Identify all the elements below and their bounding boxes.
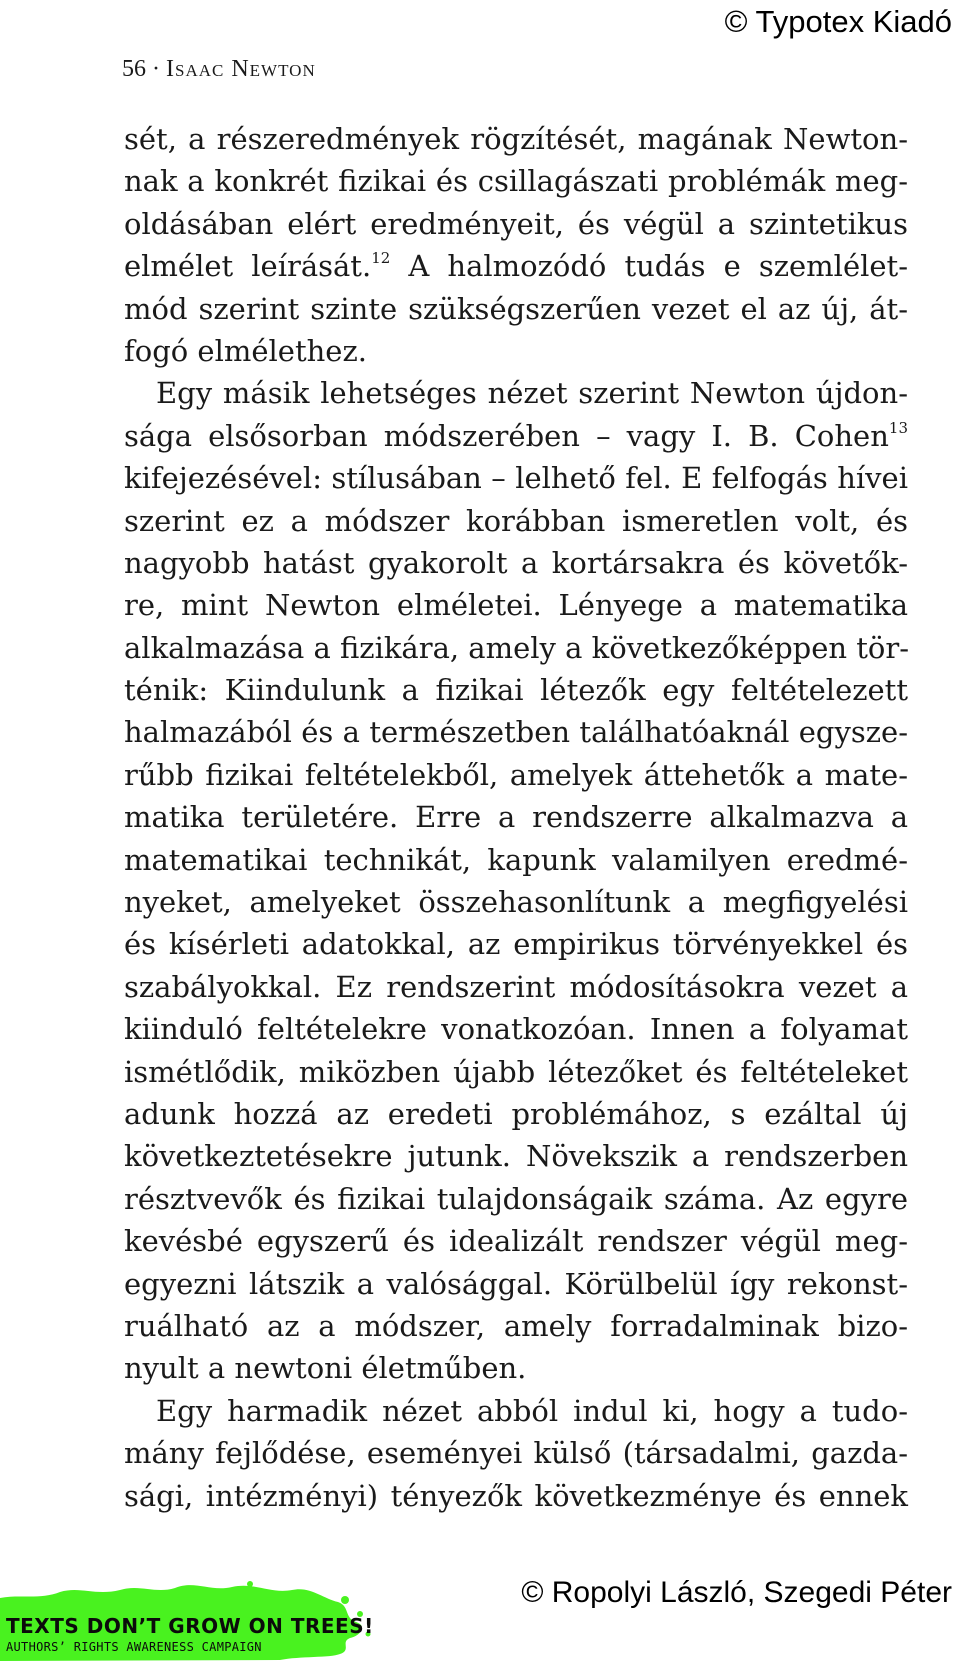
text-line: mány fejlődése, eseményei külső (társadalmi, gazda- (124, 1436, 908, 1471)
text-line: nyeket, amelyeket összehasonlítunk a megfigyelési (124, 885, 908, 920)
paragraph-end-line: nyult a newtoni életműben. (124, 1351, 527, 1386)
text-line: matematikai technikát, kapunk valamilyen eredmé- (124, 842, 908, 877)
copyright-notice-top: © Typotex Kiadó (724, 4, 952, 39)
page-number: 56 (122, 56, 146, 82)
text-line: és kísérleti adatokkal, az empirikus törvényekkel és (124, 927, 908, 962)
text-line: sét, a részeredmények rögzítését, magának Newton- (124, 122, 908, 156)
text-line (124, 415, 908, 457)
text-line (124, 245, 908, 287)
text-fragment: elmélet leírását. (124, 249, 372, 284)
text-line: rűbb fizikai feltételekből, amelyek áttehetők a mate- (124, 757, 908, 792)
text-line: ruálható az a módszer, amely forradalminak bizo- (124, 1308, 908, 1343)
text-line: mód szerint szinte szükségszerűen vezet el az új, át- (124, 291, 908, 326)
text-line: adunk hozzá az eredeti problémához, s ezáltal új (124, 1096, 908, 1131)
text-line: szabályokkal. Ez rendszerint módosításokra vezet a (124, 969, 908, 1004)
text-line: re, mint Newton elméletei. Lényege a matematika (124, 588, 908, 623)
campaign-subtitle: AUTHORS’ RIGHTS AWARENESS CAMPAIGN (6, 1640, 262, 1654)
paragraph-end-line: fogó elmélethez. (124, 333, 367, 368)
text-fragment: A halmozódó tudás e szemlélet- (390, 249, 908, 284)
paragraph-start-line: Egy másik lehetséges nézet szerint Newton újdon- (156, 376, 908, 411)
running-head-author: Isaac Newton (166, 56, 316, 82)
text-line: kiinduló feltételekre vonatkozóan. Innen a folyamat (124, 1012, 908, 1047)
campaign-title: TEXTS DON’T GROW ON TREES! (6, 1614, 374, 1638)
text-line: következtetésekre jutunk. Növekszik a rendszerben (124, 1139, 908, 1174)
text-line: egyezni látszik a valósággal. Körülbelül így rekonst- (124, 1266, 908, 1301)
text-line: ismétlődik, miközben újabb létezőket és feltételeket (124, 1054, 908, 1089)
text-line: oldásában elért eredményeit, és végül a szintetikus (124, 206, 908, 241)
paragraph-start-line: Egy harmadik nézet abból indul ki, hogy a tudo- (156, 1393, 908, 1428)
campaign-badge (0, 1578, 380, 1661)
text-line: halmazából és a természetben találhatóaknál egysze- (124, 715, 908, 750)
footnote-ref-13: 13 (888, 418, 908, 437)
splash-drop (247, 1581, 253, 1587)
text-line: nagyobb hatást gyakorolt a kortársakra és követők- (124, 545, 908, 580)
footnote-ref-12: 12 (371, 249, 391, 268)
running-head-separator: · (152, 56, 160, 82)
text-line: kevésbé egyszerű és idealizált rendszer végül meg- (124, 1224, 908, 1259)
text-fragment: sága elsősorban módszerében – vagy I. B. Cohen (124, 418, 889, 453)
splash-drop (341, 1596, 349, 1604)
text-line: matika területére. Erre a rendszerre alkalmazva a (124, 800, 908, 835)
text-line: sági, intézményi) tényezők következménye és ennek (124, 1478, 908, 1513)
text-line: kifejezésével: stílusában – lelhető fel. E felfogás hívei (124, 461, 908, 496)
copyright-notice-bottom: © Ropolyi László, Szegedi Péter (521, 1576, 952, 1609)
text-line: ténik: Kiindulunk a fizikai létezők egy feltételezett (124, 673, 908, 708)
running-head (122, 56, 316, 83)
text-line: szerint ez a módszer korábban ismeretlen volt, és (124, 503, 908, 538)
body-text (124, 118, 908, 1517)
text-line: résztvevők és fizikai tulajdonságaik száma. Az egyre (124, 1181, 908, 1216)
text-line: nak a konkrét fizikai és csillagászati problémák meg- (124, 164, 908, 199)
text-line: alkalmazása a fizikára, amely a következőképpen tör- (124, 630, 910, 665)
